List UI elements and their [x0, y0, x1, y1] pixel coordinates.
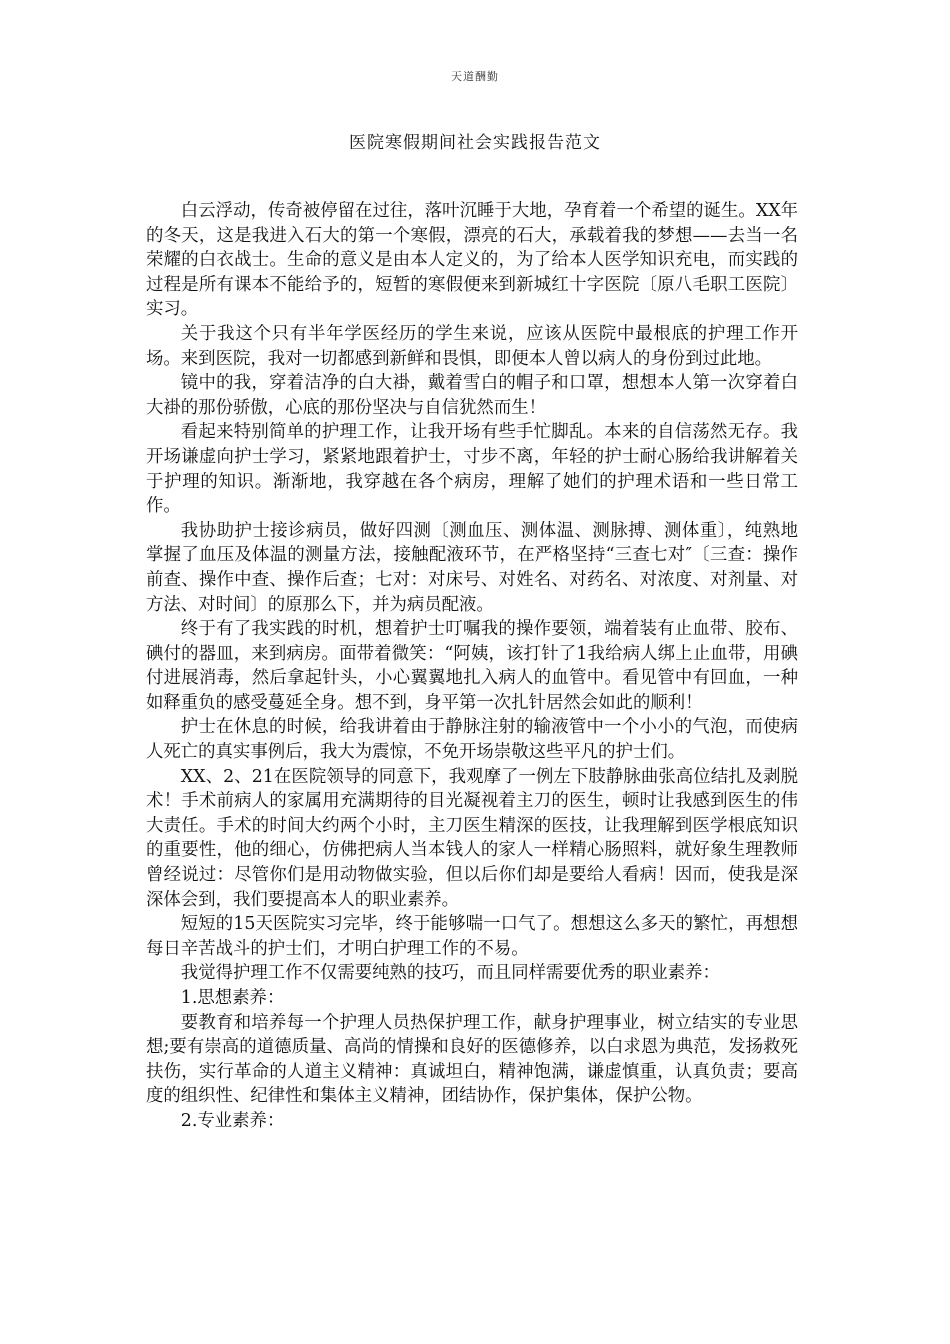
paragraph-8: XX、2、21在医院领导的同意下，我观摩了一例左下肢静脉曲张高位结扎及剥脱术！手术前病人的家属用充满期待的目光凝视着主刀的医生，顿时让我感到医生的伟大责任。手术的时间大约两个小时，主刀医生精深的医技，让我理解到医学根底知识的重要性，他的细心，仿佛把病人当本钱人的家人一样精心肠照料，就好象生理教师曾经说过：尽管你们是用动物做实验，但以后你们却是要给人看病！因而，使我是深深体会到，我们要提高本人的职业素养。: [146, 766, 798, 910]
paragraph-5: 我协助护士接诊病员，做好四测〔测血压、测体温、测脉搏、测体重〕，纯熟地掌握了血压及体温的测量方法，接触配液环节，在严格坚持“三查七对″〔三查：操作前查、操作中查、操作后查；七对：对床号、对姓名、对药名、对浓度、对剂量、对方法、对时间〕的原那么下，并为病员配液。: [146, 520, 798, 615]
paragraph-6: 终于有了我实践的时机，想着护士叮嘱我的操作要领，端着装有止血带、胶布、碘付的器皿，来到病房。面带着微笑：“阿姨，该打针了1我给病人绑上止血带，用碘付进展消毒，然后拿起针头，小心翼翼地扎入病人的血管中。看见管中有回血，一种如释重负的感受蔓延全身。想不到，身平第一次扎针居然会如此的顺利！: [146, 619, 798, 713]
section-heading-2: 2.专业素养：: [180, 1110, 285, 1131]
document-body: [146, 199, 798, 1134]
section-heading-1: 1.思想素养：: [180, 988, 285, 1008]
paragraph-4: 看起来特别简单的护理工作，让我开场有些手忙脚乱。本来的自信荡然无存。我开场谦虚向护士学习，紧紧地跟着护士，寸步不离，年轻的护士耐心肠给我讲解着关于护理的知识。渐渐地，我穿越在各个病房，理解了她们的护理术语和一些日常工作。: [146, 422, 798, 517]
document-title: 医院寒假期间社会实践报告范文: [349, 133, 601, 153]
paragraph-7: 护士在休息的时候，给我讲着由于静脉注射的输液管中一个小小的气泡，而使病人死亡的真实事例后，我大为震惊，不免开场崇敬这些平凡的护士们。: [146, 717, 798, 763]
paragraph-1: 白云浮动，传奇被停留在过往，落叶沉睡于大地，孕育着一个希望的诞生。XX年的冬天，这是我进入石大的第一个寒假，漂亮的石大，承载着我的梦想——去当一名荣耀的白衣战士。生命的意义是由本人定义的，为了给本人医学知识充电，而实践的过程是所有课本不能给予的，短暂的寒假便来到新城红十字医院〔原八毛职工医院〕实习。: [146, 201, 798, 320]
paragraph-11: 要教育和培养每一个护理人员热保护理工作，献身护理事业，树立结实的专业思想;要有崇高的道德质量、高尚的情操和良好的医德修养，以白求恩为典范，发扬救死扶伤，实行革命的人道主义精神：真诚坦白，精神饱满，谦虚慎重，认真负责；要高度的组织性、纪律性和集体主义精神，团结协作，保护集体，保护公物。: [146, 1012, 798, 1107]
paragraph-9: 短短的15天医院实习完毕，终于能够喘一口气了。想想这么多天的繁忙，再想想每日辛苦战斗的护士们，才明白护理工作的不易。: [146, 914, 798, 959]
paragraph-3: 镜中的我，穿着洁净的白大褂，戴着雪白的帽子和口罩，想想本人第一次穿着白大褂的那份骄傲，心底的那份坚决与自信犹然而生！: [146, 373, 798, 418]
paragraph-2: 关于我这个只有半年学医经历的学生来说，应该从医院中最根底的护理工作开场。来到医院，我对一切都感到新鲜和畏惧，即便本人曾以病人的身份到过此地。: [146, 323, 798, 369]
page-header: 天道酬勤: [451, 70, 499, 83]
paragraph-10: 我觉得护理工作不仅需要纯熟的技巧，而且同样需要优秀的职业素养：: [180, 963, 720, 984]
